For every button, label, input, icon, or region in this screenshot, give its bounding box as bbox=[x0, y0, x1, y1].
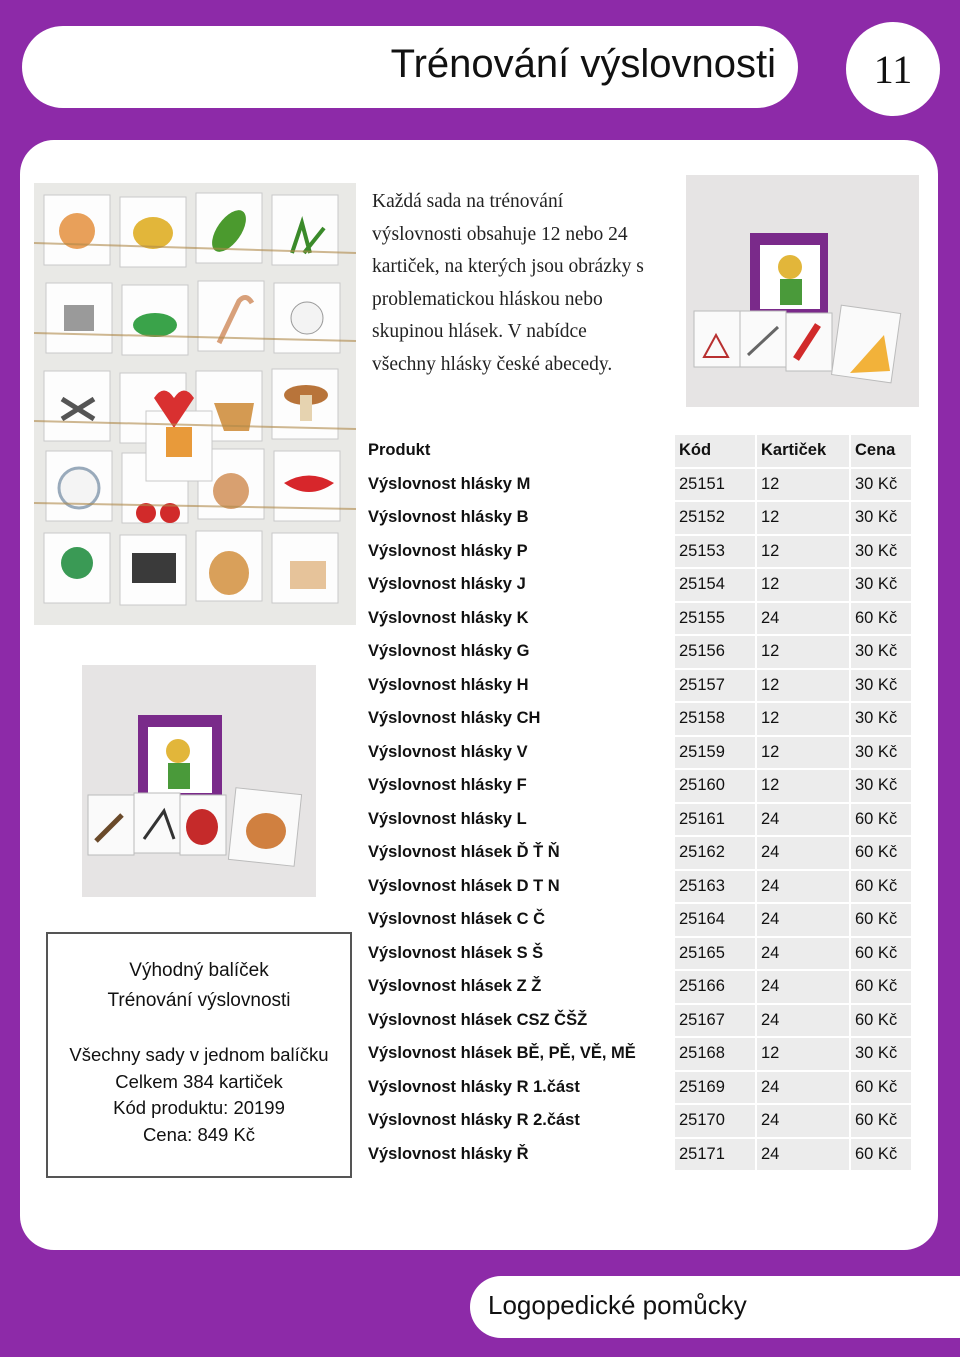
code-cell: 25165 bbox=[675, 938, 755, 970]
price-cell: 60 Kč bbox=[851, 804, 911, 836]
code-cell: 25161 bbox=[675, 804, 755, 836]
code-cell: 25166 bbox=[675, 971, 755, 1003]
count-cell: 12 bbox=[757, 703, 849, 735]
product-name-cell: Výslovnost hlásky P bbox=[364, 536, 673, 568]
footer-label: Logopedické pomůcky bbox=[488, 1290, 747, 1320]
bundle-line: Všechny sady v jednom balíčku bbox=[69, 1044, 329, 1065]
title-banner bbox=[22, 26, 798, 108]
product-name-cell: Výslovnost hlásky H bbox=[364, 670, 673, 702]
code-cell: 25155 bbox=[675, 603, 755, 635]
code-cell: 25151 bbox=[675, 469, 755, 501]
table-row bbox=[364, 636, 911, 668]
table-row bbox=[364, 737, 911, 769]
table-row bbox=[364, 837, 911, 869]
card-set-illustration-2 bbox=[82, 665, 316, 897]
table-row bbox=[364, 703, 911, 735]
table-row bbox=[364, 770, 911, 802]
table-header-row bbox=[364, 435, 911, 467]
card-grid-illustration bbox=[34, 183, 356, 625]
price-cell: 30 Kč bbox=[851, 569, 911, 601]
bundle-line: Cena: 849 Kč bbox=[142, 1123, 256, 1145]
price-cell: 60 Kč bbox=[851, 603, 911, 635]
product-name-cell: Výslovnost hlásek S Š bbox=[364, 938, 673, 970]
product-name-cell: Výslovnost hlásek CSZ ČŠŽ bbox=[364, 1005, 673, 1037]
intro-text bbox=[372, 186, 672, 382]
table-row bbox=[364, 603, 911, 635]
intro-line: všechny hlásky české abecedy. bbox=[372, 353, 613, 375]
intro-line: problematickou hláskou nebo bbox=[372, 288, 603, 310]
footer-banner bbox=[470, 1276, 960, 1338]
price-cell: 30 Kč bbox=[851, 502, 911, 534]
table-row bbox=[364, 502, 911, 534]
product-name-cell: Výslovnost hlásek D T N bbox=[364, 871, 673, 903]
count-cell: 24 bbox=[757, 603, 849, 635]
count-cell: 24 bbox=[757, 1005, 849, 1037]
header-count: Kartiček bbox=[757, 435, 849, 467]
product-name-cell: Výslovnost hlásky V bbox=[364, 737, 673, 769]
count-cell: 24 bbox=[757, 971, 849, 1003]
product-name-cell: Výslovnost hlásky L bbox=[364, 804, 673, 836]
product-name-cell: Výslovnost hlásky M bbox=[364, 469, 673, 501]
card-set-illustration bbox=[686, 175, 919, 407]
table-row bbox=[364, 1005, 911, 1037]
price-cell: 60 Kč bbox=[851, 904, 911, 936]
product-name-cell: Výslovnost hlásky J bbox=[364, 569, 673, 601]
count-cell: 12 bbox=[757, 636, 849, 668]
header-product: Produkt bbox=[364, 435, 673, 467]
code-cell: 25153 bbox=[675, 536, 755, 568]
page-number: 11 bbox=[846, 22, 940, 116]
intro-line: Každá sada na trénování bbox=[372, 191, 564, 212]
table-row bbox=[364, 1139, 911, 1171]
count-cell: 12 bbox=[757, 569, 849, 601]
price-cell: 60 Kč bbox=[851, 1139, 911, 1171]
price-cell: 60 Kč bbox=[851, 1072, 911, 1104]
code-cell: 25160 bbox=[675, 770, 755, 802]
intro-line: skupinou hlásek. V nabídce bbox=[372, 321, 587, 343]
photo-card-set-bottom bbox=[82, 665, 316, 897]
header-price: Cena bbox=[851, 435, 911, 467]
price-cell: 60 Kč bbox=[851, 938, 911, 970]
price-cell: 60 Kč bbox=[851, 1005, 911, 1037]
code-cell: 25170 bbox=[675, 1105, 755, 1137]
price-cell: 30 Kč bbox=[851, 1038, 911, 1070]
product-name-cell: Výslovnost hlásky R 2.část bbox=[364, 1105, 673, 1137]
table-row bbox=[364, 670, 911, 702]
table-row bbox=[364, 938, 911, 970]
photo-card-grid bbox=[34, 183, 356, 625]
product-name-cell: Výslovnost hlásky B bbox=[364, 502, 673, 534]
table-row bbox=[364, 804, 911, 836]
price-cell: 60 Kč bbox=[851, 871, 911, 903]
bundle-title: Výhodný balíček bbox=[129, 960, 269, 981]
price-cell: 30 Kč bbox=[851, 737, 911, 769]
count-cell: 24 bbox=[757, 804, 849, 836]
bundle-line: Kód produktu: 20199 bbox=[113, 1097, 285, 1118]
count-cell: 12 bbox=[757, 670, 849, 702]
table-row bbox=[364, 1072, 911, 1104]
product-name-cell: Výslovnost hlásky F bbox=[364, 770, 673, 802]
product-name-cell: Výslovnost hlásky Ř bbox=[364, 1139, 673, 1171]
product-name-cell: Výslovnost hlásek C Č bbox=[364, 904, 673, 936]
product-name-cell: Výslovnost hlásek BĚ, PĚ, VĚ, MĚ bbox=[364, 1038, 673, 1070]
count-cell: 12 bbox=[757, 737, 849, 769]
price-cell: 30 Kč bbox=[851, 770, 911, 802]
count-cell: 24 bbox=[757, 837, 849, 869]
price-cell: 60 Kč bbox=[851, 1105, 911, 1137]
table-row bbox=[364, 1105, 911, 1137]
price-cell: 60 Kč bbox=[851, 971, 911, 1003]
table-row bbox=[364, 569, 911, 601]
code-cell: 25163 bbox=[675, 871, 755, 903]
code-cell: 25152 bbox=[675, 502, 755, 534]
code-cell: 25167 bbox=[675, 1005, 755, 1037]
product-name-cell: Výslovnost hlásky R 1.část bbox=[364, 1072, 673, 1104]
page-title: Trénování výslovnosti bbox=[390, 42, 776, 86]
table-row bbox=[364, 469, 911, 501]
bundle-subtitle: Trénování výslovnosti bbox=[107, 990, 291, 1011]
product-name-cell: Výslovnost hlásky K bbox=[364, 603, 673, 635]
count-cell: 24 bbox=[757, 938, 849, 970]
product-table bbox=[362, 433, 913, 1172]
code-cell: 25162 bbox=[675, 837, 755, 869]
product-name-cell: Výslovnost hlásek Ď Ť Ň bbox=[364, 837, 673, 869]
code-cell: 25171 bbox=[675, 1139, 755, 1171]
table-row bbox=[364, 904, 911, 936]
code-cell: 25156 bbox=[675, 636, 755, 668]
bundle-box bbox=[46, 932, 352, 1178]
count-cell: 24 bbox=[757, 1139, 849, 1171]
count-cell: 24 bbox=[757, 871, 849, 903]
price-cell: 30 Kč bbox=[851, 536, 911, 568]
product-name-cell: Výslovnost hlásky CH bbox=[364, 703, 673, 735]
code-cell: 25164 bbox=[675, 904, 755, 936]
price-cell: 60 Kč bbox=[851, 837, 911, 869]
intro-line: kartiček, na kterých jsou obrázky s bbox=[372, 256, 644, 278]
product-name-cell: Výslovnost hlásek Z Ž bbox=[364, 971, 673, 1003]
table-row bbox=[364, 971, 911, 1003]
header-code: Kód bbox=[675, 435, 755, 467]
table-row bbox=[364, 1038, 911, 1070]
count-cell: 12 bbox=[757, 770, 849, 802]
table-row bbox=[364, 536, 911, 568]
price-cell: 30 Kč bbox=[851, 670, 911, 702]
code-cell: 25154 bbox=[675, 569, 755, 601]
price-cell: 30 Kč bbox=[851, 703, 911, 735]
count-cell: 12 bbox=[757, 536, 849, 568]
table-row bbox=[364, 871, 911, 903]
count-cell: 12 bbox=[757, 1038, 849, 1070]
count-cell: 24 bbox=[757, 904, 849, 936]
code-cell: 25157 bbox=[675, 670, 755, 702]
count-cell: 12 bbox=[757, 469, 849, 501]
photo-card-set-top bbox=[686, 175, 919, 407]
code-cell: 25169 bbox=[675, 1072, 755, 1104]
price-cell: 30 Kč bbox=[851, 636, 911, 668]
count-cell: 24 bbox=[757, 1105, 849, 1137]
code-cell: 25168 bbox=[675, 1038, 755, 1070]
code-cell: 25159 bbox=[675, 737, 755, 769]
bundle-line: Celkem 384 kartiček bbox=[115, 1070, 283, 1092]
intro-line: výslovnosti obsahuje 12 nebo 24 bbox=[372, 223, 628, 245]
product-name-cell: Výslovnost hlásky G bbox=[364, 636, 673, 668]
code-cell: 25158 bbox=[675, 703, 755, 735]
count-cell: 12 bbox=[757, 502, 849, 534]
price-cell: 30 Kč bbox=[851, 469, 911, 501]
count-cell: 24 bbox=[757, 1072, 849, 1104]
